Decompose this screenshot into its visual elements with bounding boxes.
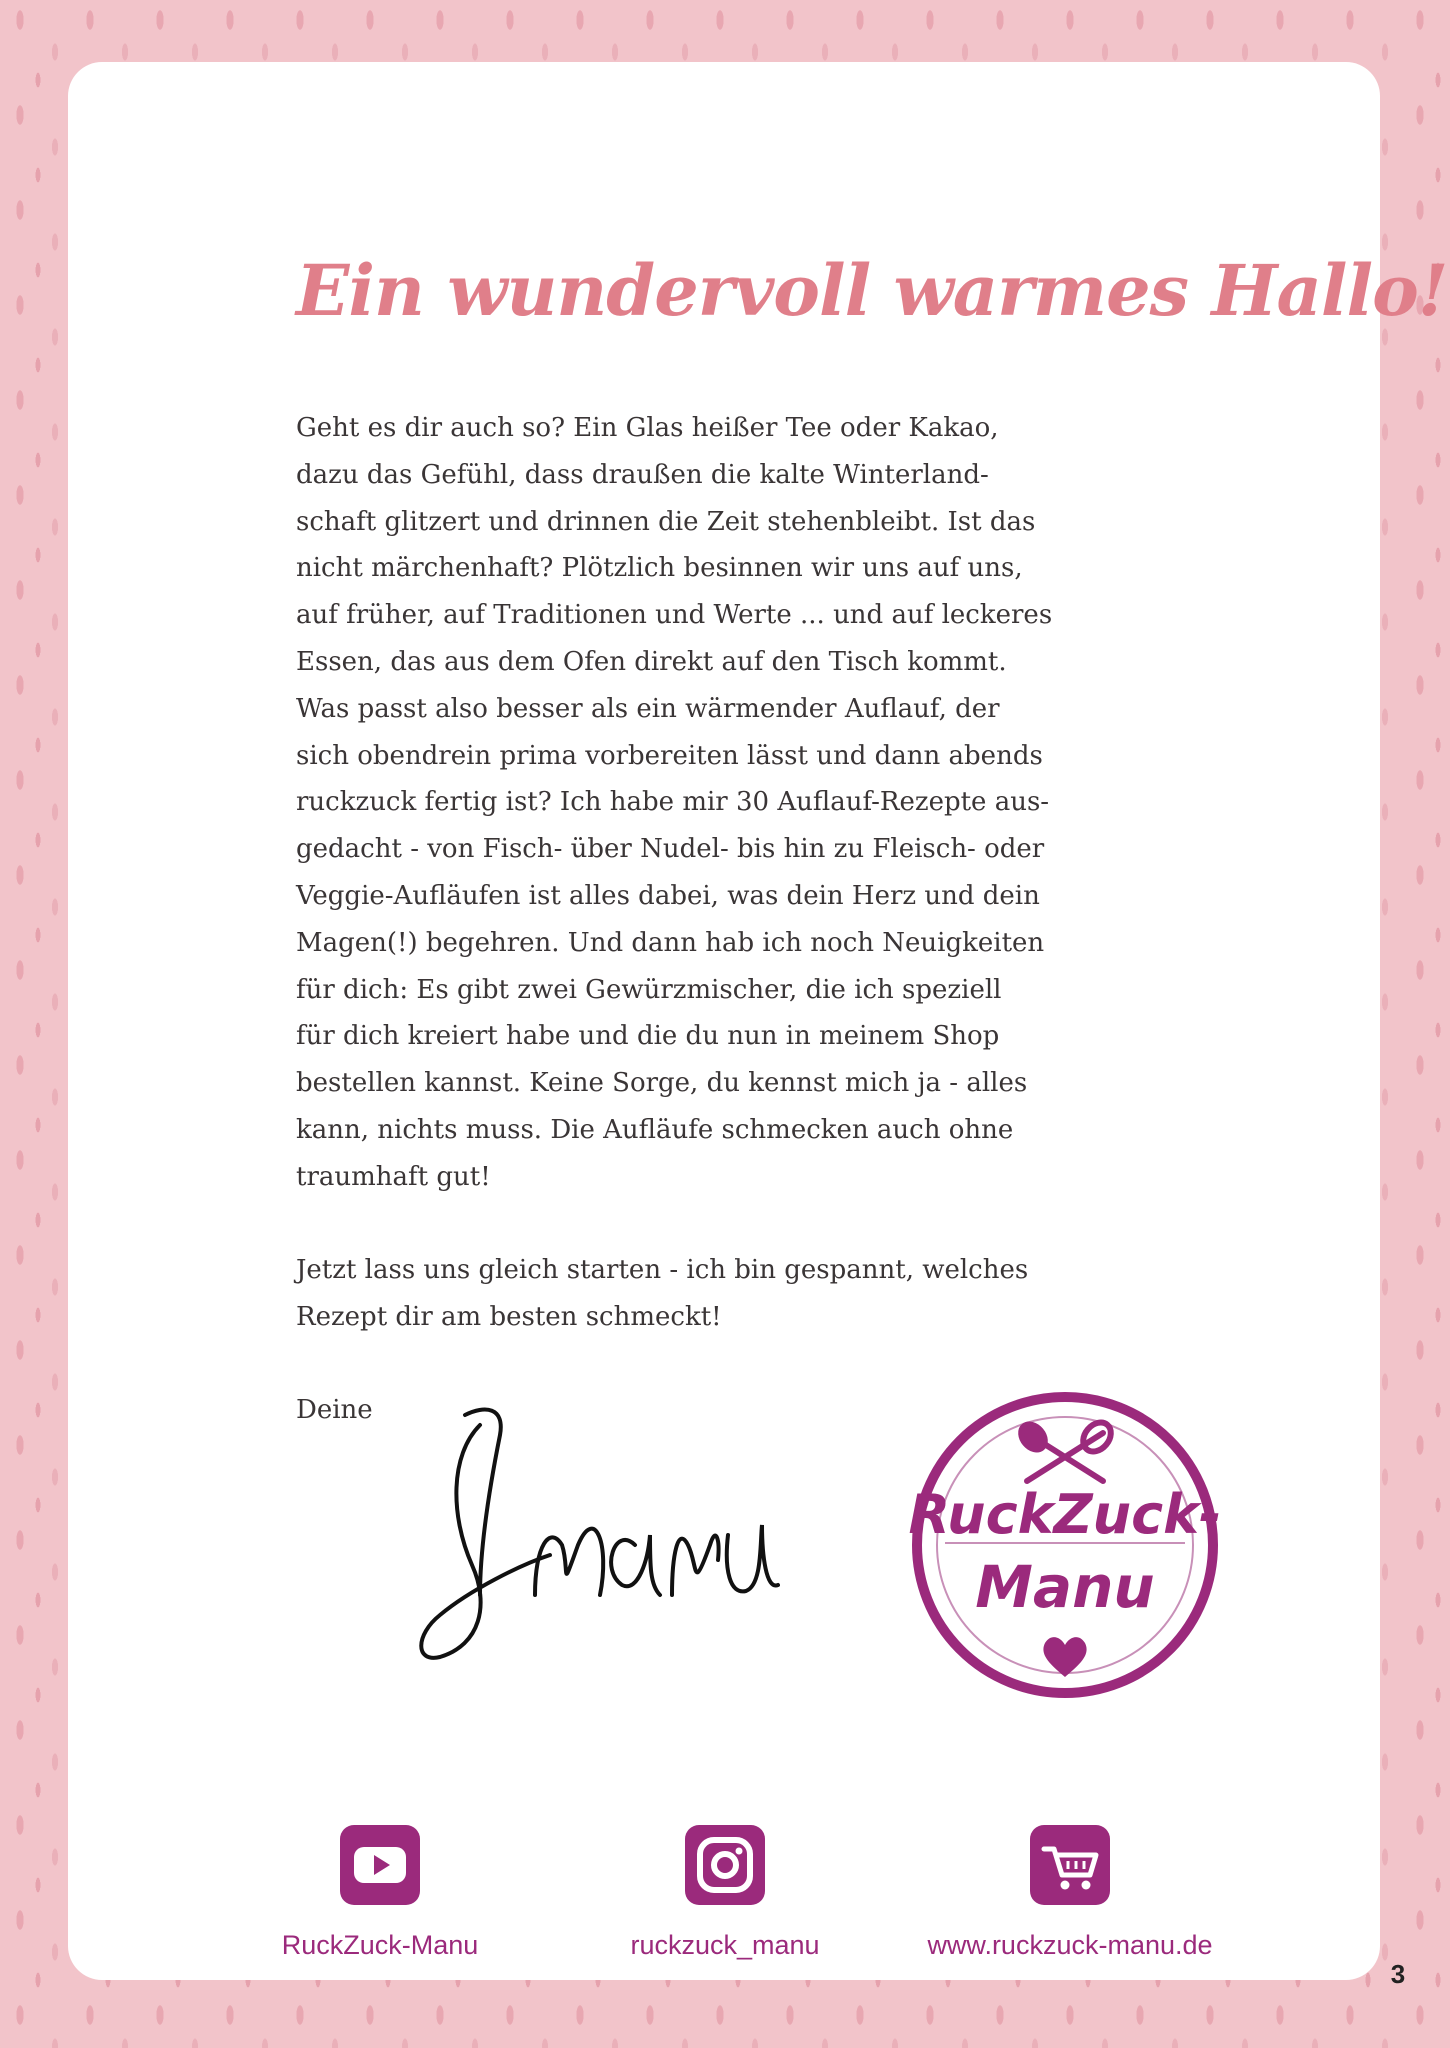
closing-paragraph bbox=[296, 1247, 1126, 1341]
text-line: traumhaft gut! bbox=[296, 1161, 491, 1192]
text-line: Essen, das aus dem Ofen direkt auf den Tisch kommt. bbox=[296, 646, 1007, 677]
logo-line-2: Manu bbox=[975, 1553, 1155, 1621]
text-line: ruckzuck fertig ist? Ich habe mir 30 Auflauf-Rezepte aus- bbox=[296, 787, 1050, 818]
logo-line-1: RuckZuck- bbox=[908, 1483, 1222, 1546]
sign-off: Deine bbox=[296, 1395, 373, 1425]
signature-image bbox=[410, 1395, 780, 1665]
text-line: schaft glitzert und drinnen die Zeit stehenbleibt. Ist das bbox=[296, 506, 1036, 537]
youtube-link[interactable]: RuckZuck-Manu bbox=[281, 1930, 479, 1960]
page-number: 3 bbox=[1390, 1959, 1406, 1989]
intro-paragraph bbox=[296, 405, 1126, 1201]
text-line: Jetzt lass uns gleich starten - ich bin gespannt, welches bbox=[296, 1255, 1029, 1285]
text-line: Rezept dir am besten schmeckt! bbox=[296, 1301, 722, 1332]
instagram-button[interactable] bbox=[685, 1825, 765, 1905]
page-title: Ein wundervoll warmes Hallo! bbox=[296, 249, 1448, 332]
shop-button[interactable] bbox=[1030, 1825, 1110, 1905]
text-line: kann, nichts muss. Die Aufläufe schmecken auch ohne bbox=[296, 1114, 1014, 1145]
youtube-icon bbox=[340, 1825, 420, 1905]
text-line: gedacht - von Fisch- über Nudel- bis hin zu Fleisch- oder bbox=[296, 834, 1045, 865]
text-line: Was passt also besser als ein wärmender Auflauf, der bbox=[296, 693, 1000, 724]
brand-logo bbox=[905, 1385, 1225, 1705]
text-line: Magen(!) begehren. Und dann hab ich noch Neuigkeiten bbox=[296, 927, 1045, 958]
instagram-link[interactable]: ruckzuck_manu bbox=[630, 1930, 820, 1960]
text-line: Geht es dir auch so? Ein Glas heißer Tee oder Kakao, bbox=[296, 413, 999, 443]
text-line: sich obendrein prima vorbereiten lässt und dann abends bbox=[296, 740, 1043, 771]
instagram-icon bbox=[685, 1825, 765, 1905]
text-line: dazu das Gefühl, dass draußen die kalte Winterland- bbox=[296, 459, 989, 490]
text-line: nicht märchenhaft? Plötzlich besinnen wir uns auf uns, bbox=[296, 553, 1023, 584]
website-link[interactable]: www.ruckzuck-manu.de bbox=[927, 1930, 1213, 1960]
text-line: für dich kreiert habe und die du nun in meinem Shop bbox=[296, 1021, 1000, 1052]
text-line: für dich: Es gibt zwei Gewürzmischer, die ich speziell bbox=[296, 974, 1002, 1005]
youtube-button[interactable] bbox=[340, 1825, 420, 1905]
shopping-cart-icon bbox=[1030, 1825, 1110, 1905]
text-line: bestellen kannst. Keine Sorge, du kennst mich ja - alles bbox=[296, 1068, 1028, 1099]
text-line: Veggie-Aufläufen ist alles dabei, was dein Herz und dein bbox=[296, 880, 1040, 911]
text-line: auf früher, auf Traditionen und Werte ... und auf leckeres bbox=[296, 600, 1053, 631]
